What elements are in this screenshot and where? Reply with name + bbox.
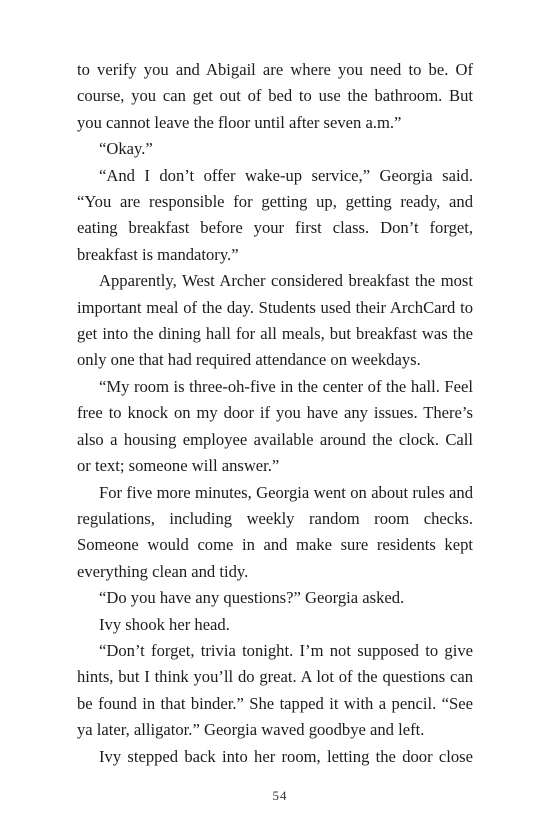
paragraph-4: Apparently, West Archer considered breakfast the most important meal of the day. Students used their ArchCard to get into the dining hall for all meals, but breakfast was the only one that had required attendance on weekdays. <box>77 271 473 370</box>
paragraph-7: “Do you have any questions?” Georgia asked. <box>99 588 405 608</box>
paragraph-10: Ivy stepped back into her room, letting the door close <box>99 746 473 766</box>
paragraph-6: For five more minutes, Georgia went on about rules and regulations, including weekly random room checks. Someone would come in and make sure residents kept everything clean and tidy. <box>77 482 473 581</box>
paragraph-5: “My room is three-oh-five in the center of the hall. Feel free to knock on my door if you have any issues. There’s also a housing employee available around the clock. Call or text; someone will answer.” <box>77 376 473 476</box>
paragraph-3: “And I don’t offer wake-up service,” Georgia said. “You are responsible for getting up, getting ready, and eating breakfast before your first class. Don’t forget, breakfast is mandatory.” <box>77 165 473 264</box>
paragraph-9: “Don’t forget, trivia tonight. I’m not supposed to give hints, but I think you’ll do great. A lot of the questions can be found in that binder.” She tapped it with a pencil. “See ya later, alligator.” Georgia waved goodbye and left. <box>77 640 473 740</box>
book-page-body <box>77 57 473 770</box>
paragraph-2: “Okay.” <box>99 139 153 159</box>
paragraph-8: Ivy shook her head. <box>99 614 230 634</box>
paragraph-1: to verify you and Abigail are where you need to be. Of course, you can get out of bed to use the bathroom. But you cannot leave the floor until after seven a.m.” <box>77 60 473 132</box>
page-number: 54 <box>272 788 288 803</box>
